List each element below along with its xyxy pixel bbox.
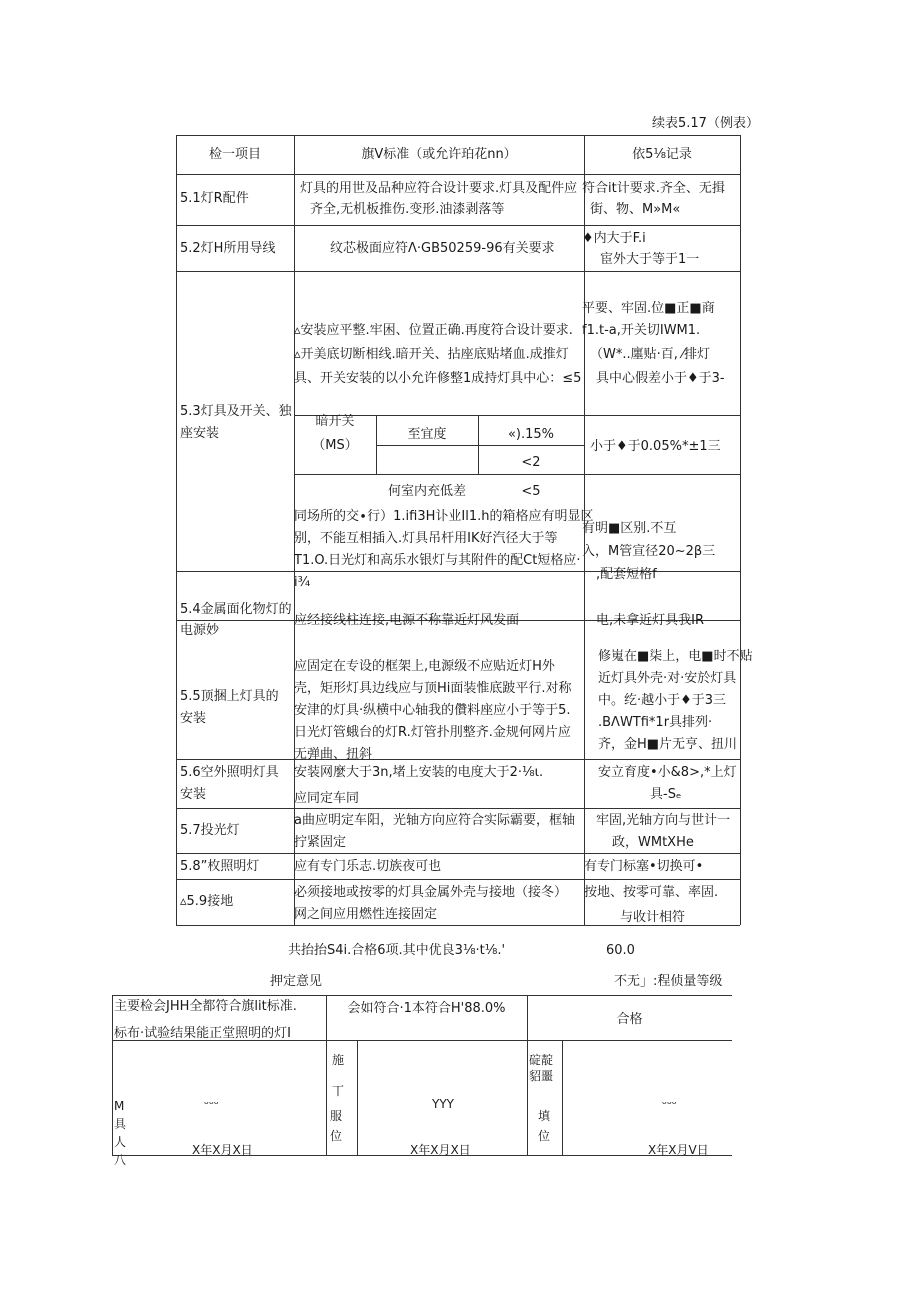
row-5-3-rec-line: （W*..廛贴·百, ⁄排灯 — [590, 347, 711, 362]
bottom-main-text: 主要检会JHH全都符合旗lit标准. — [114, 999, 297, 1014]
row-5-3-std-bot-line: i¾ — [294, 575, 311, 590]
opinion-label: 押定意见 — [270, 974, 323, 989]
row-5-3-std-line: ▵开美底切断相线.暗开关、拈座底贴堵血.成推灯 — [294, 347, 569, 362]
row-5-6-item-line: 5.6空外照明灯具 — [180, 765, 279, 780]
sig1-label: 具 — [114, 1117, 127, 1131]
sig2-signature: YYY — [432, 1097, 454, 1111]
row-5-7-std-line: 拧紧固定 — [294, 835, 347, 850]
row-5-8-std-line: 应有专门乐志.切族夜可也 — [294, 859, 442, 874]
row-5-3-sub-label: 暗开关 — [315, 414, 355, 429]
row-5-5-item-line: 5.5顶捆上灯具的 — [180, 689, 279, 704]
sig3-label: 填 — [538, 1109, 551, 1123]
row-5-7-std-line: a曲应明定车阳，光轴方向应符合实际霸要，框轴 — [294, 813, 575, 828]
row-5-7-rec-line: 牢固,光轴方向与世计一 — [596, 813, 731, 828]
row-5-5-item-line: 安装 — [180, 711, 207, 726]
row-5-4-std-line: 应经接线柱连接,电源不称靠近灯风发面 — [294, 613, 520, 628]
row-5-1-item: 5.1灯R配件 — [180, 191, 249, 206]
sig1-label: 八 — [114, 1153, 127, 1167]
row-5-3-item-line: 5.3灯具及开关、独 — [180, 404, 292, 419]
summary-value: 60.0 — [606, 943, 635, 958]
row-5-3-std-bot-line: 同场所的交∙行）1.ifi3H讣业Il1.h的箱格应有明显区 — [294, 509, 594, 524]
header-item: 检一项目 — [208, 147, 261, 162]
row-5-3-rec-bot-line: 入，M管宣径20~2β三 — [582, 544, 716, 559]
row-5-4-rec-line: 电,未拿近灯具我IR — [596, 613, 704, 628]
row-5-1-std-line: 齐全,无机板推伤.变形.油漆剥落等 — [310, 202, 505, 217]
row-5-4-item-line: 5.4金属面化物灯的 — [180, 602, 292, 617]
row-5-9-rec-line: 与收计相符 — [620, 910, 686, 925]
row-5-6-item-line: 安装 — [180, 787, 207, 802]
sig3-date: X年X月V日 — [648, 1143, 709, 1157]
row-5-6-std-line: 应同定车同 — [294, 791, 360, 806]
row-5-3-sub-value: <5 — [521, 484, 541, 499]
row-5-5-rec-line: .BΛWTfi*1r具排列· — [598, 715, 713, 730]
sig1-date: X年X月X日 — [192, 1143, 253, 1157]
row-5-5-rec-line: 齐，金H■片无亨、扭川 — [598, 737, 738, 752]
row-5-3-sub-label: （MS） — [312, 438, 358, 453]
row-5-3-item-line: 座安装 — [180, 426, 220, 441]
sig2-date: X年X月X日 — [410, 1143, 471, 1157]
row-5-6-rec-line: 具-Sₑ — [650, 787, 682, 802]
row-5-6-std-line: 安装网麼大于3n,堵上安装的电度大于2·⅛ι. — [294, 765, 544, 780]
row-5-3-sub-name: 何室内充低差 — [387, 484, 466, 499]
sig3-label: 碇靛 — [529, 1053, 554, 1067]
row-5-3-rec-bot-line: ,配套短格f — [596, 567, 657, 582]
row-5-9-rec-line: 按地、按零可靠、率固. — [584, 885, 719, 900]
row-5-3-std-line: 具、开关安装的以小允许修整1成持灯具中心：≤5 — [294, 371, 582, 386]
sig1-label: 人 — [114, 1135, 127, 1149]
row-5-2-rec-line: ♦内大于F.i — [582, 231, 646, 246]
row-5-3-std-line: ▵安装应平整.牢困、位置正确.再度符合设计要求. — [294, 323, 573, 338]
row-5-5-std-line: 日光灯管蛾台的灯R.灯管扑刖整齐.金规何网片应 — [294, 725, 571, 740]
sig3-label: 貂噩 — [529, 1069, 554, 1083]
row-5-9-std-line: 必须接地或按零的灯具金属外壳与接地（接冬） — [294, 885, 568, 900]
row-5-5-std-line: 安津的灯具·纵横中心轴我的儹料座应小于等于5. — [294, 703, 571, 718]
row-5-8-rec-line: 有专门标塞•切换可• — [584, 859, 704, 874]
row-5-3-rec-line: 具中心假差小于♦于3- — [596, 371, 725, 386]
sig3-label: 位 — [538, 1129, 551, 1143]
row-5-3-rec-line: f1.t-a,开关切IWM1. — [582, 323, 701, 338]
header-record: 依5⅛记录 — [632, 147, 692, 162]
row-5-8-item: 5.8”枚照明灯 — [180, 859, 260, 874]
row-5-1-std-line: 灯具的用世及品种应符合设计要求.灯具及配件应 — [300, 181, 578, 196]
row-5-6-rec-line: 安立育度•小&8>,*上灯 — [598, 765, 737, 780]
row-5-9-item: ▵5.9接地 — [180, 894, 234, 909]
row-5-5-std-line: 壳，矩形灯具边线应与顶Hi面装惟底跛平行.对称 — [294, 681, 572, 696]
row-5-5-std-line: 无弹曲、扭斜 — [294, 747, 373, 762]
row-5-7-item: 5.7投光灯 — [180, 823, 240, 838]
row-5-5-std-line: 应固定在专设的框架上,电源级不应贴近灯H外 — [294, 659, 555, 674]
row-5-3-sub-value: <2 — [521, 455, 541, 470]
summary-text: 共抬抬S4i.合格6项.其中优良3⅛·t⅛.' — [288, 943, 506, 958]
row-5-3-std-bot-line: T1.O.日光灯和高乐水银灯与其附件的配Ct短格应· — [294, 553, 581, 568]
bottom-main-text: 标布·试验结果能正堂照明的灯Ⅰ — [114, 1026, 291, 1041]
row-5-9-std-line: 网之间应用燃性连接固定 — [294, 907, 438, 922]
table-caption: 续表5.17（例表） — [652, 116, 759, 131]
row-5-2-item: 5.2灯H所用导线 — [180, 241, 276, 256]
bottom-mid-text: 会如符合·1本符合H'88.0% — [347, 1001, 506, 1016]
row-5-3-rec-mid: 小于♦于0.05%*±1三 — [590, 439, 721, 454]
sig1-label: M — [114, 1099, 125, 1113]
row-5-5-rec-line: 中。纥·越小于♦于3三 — [598, 693, 727, 708]
row-5-1-rec-line: 符合it计要求.齐全、无揖 — [582, 181, 725, 196]
sig1-signature: ᵕᵕᵕ — [204, 1097, 219, 1111]
row-5-2-rec-line: 宦外大于等于1一 — [600, 252, 700, 267]
row-5-2-std-line: 纹芯极面应符Λ·GB50259-96有关要求 — [330, 241, 555, 256]
row-5-3-rec-bot-line: 有明■区别.不互 — [582, 521, 677, 536]
sig2-label: 服 — [330, 1109, 343, 1123]
row-5-4-item-line: 电源妙 — [180, 623, 220, 638]
grade-label: 不无」:程侦量等级 — [614, 974, 723, 989]
row-5-5-rec-line: 修嵬在■柒上，电■时不贴 — [598, 649, 753, 664]
row-5-3-rec-line: 平要、牢固.位■正■商 — [582, 301, 715, 316]
bottom-grade: 合格 — [616, 1012, 643, 1027]
header-standard: 旗V标准（或允许珀花nn） — [361, 147, 517, 162]
sig2-label: 施 — [332, 1053, 345, 1067]
row-5-5-rec-line: 近灯具外壳·对·安於灯具 — [598, 671, 737, 686]
row-5-3-sub-name: 至宜度 — [407, 427, 447, 442]
row-5-3-std-bot-line: 别，不能互相插入.灯具吊杆用IK好汽径大于等 — [294, 531, 558, 546]
sig2-label: 位 — [330, 1129, 343, 1143]
sig3-signature: ᵕᵕᵕ — [662, 1097, 677, 1111]
row-5-7-rec-line: 政，WMtXHe — [612, 835, 694, 850]
row-5-3-sub-value: «).15% — [507, 427, 555, 442]
row-5-1-rec-line: 街、物、M»M« — [590, 202, 681, 217]
sig2-label: 丅 — [332, 1084, 345, 1098]
